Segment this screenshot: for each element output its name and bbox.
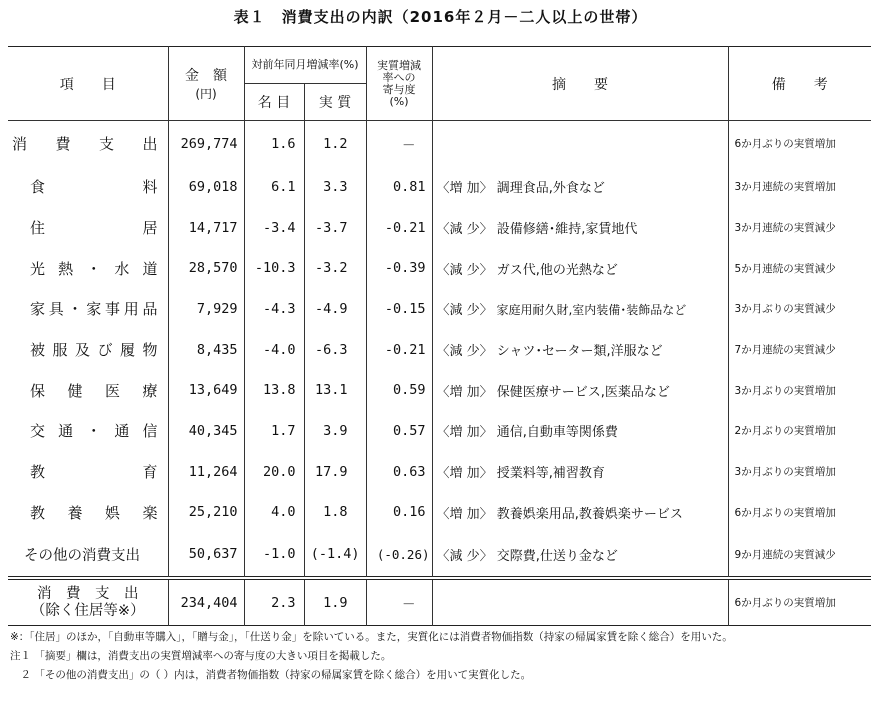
total-item-line1: 消 費 支 出	[37, 585, 139, 602]
row-kind: 〈増 加〉	[436, 466, 493, 482]
row-nominal: 1.7	[244, 411, 304, 452]
row-nominal: 13.8	[244, 370, 304, 411]
row-real: -6.3	[304, 329, 366, 370]
table-row	[8, 329, 871, 370]
row-kind: 〈減 少〉	[436, 222, 493, 238]
row-note: 7か月連続の実質減少	[734, 344, 836, 357]
row-note: 5か月連続の実質減少	[734, 262, 836, 275]
table-row	[8, 492, 871, 533]
row-item: 住居	[8, 207, 168, 248]
row-summary	[432, 370, 728, 411]
total-row	[8, 580, 871, 626]
row-nominal: -10.3	[244, 248, 304, 289]
row-item: 家具・家事用品	[8, 289, 168, 330]
row-contribution: -0.15	[366, 289, 432, 330]
row-real: 17.9	[304, 451, 366, 492]
row-contribution: 0.63	[366, 451, 432, 492]
footnote-1: 注１ 「摘要」欄は，消費支出の実質増減率への寄与度の大きい項目を掲載した。	[10, 650, 392, 662]
header-contribution	[366, 47, 432, 121]
row-kind: 〈増 加〉	[436, 384, 493, 400]
row-summary-text: 授業料等,補習教育	[496, 466, 605, 482]
table-row	[8, 370, 871, 411]
row-amount: 14,717	[168, 207, 244, 248]
row-contribution: －	[366, 121, 432, 167]
table-body	[8, 121, 871, 626]
row-kind: 〈増 加〉	[436, 506, 493, 522]
row-contribution: 0.59	[366, 370, 432, 411]
row-summary-text: シャツ･セーター類,洋服など	[496, 344, 663, 360]
total-amount: 234,404	[168, 580, 244, 626]
row-note: 6か月ぶりの実質増加	[734, 506, 836, 519]
row-item: 被服及び履物	[8, 329, 168, 370]
row-kind: 〈減 少〉	[436, 303, 493, 319]
total-real: 1.9	[304, 580, 366, 626]
row-item: 食料	[8, 167, 168, 208]
footnote-asterisk: ※：「住居」のほか，「自動車等購入」，「贈与金」，「仕送り金」を除いている。また，実質化には消費者物価指数（持家の帰属家賃を除く総合）を用いた。	[10, 631, 733, 643]
row-amount: 269,774	[168, 121, 244, 167]
row-item: 保健医療	[8, 370, 168, 411]
row-note: 3か月ぶりの実質増加	[734, 384, 836, 397]
row-amount: 28,570	[168, 248, 244, 289]
header-nominal: 名 目	[244, 84, 304, 121]
row-kind: 〈増 加〉	[436, 181, 493, 197]
table-row	[8, 411, 871, 452]
row-amount: 11,264	[168, 451, 244, 492]
row-item: その他の消費支出	[8, 533, 168, 577]
header-amount-unit: (円)	[195, 87, 217, 101]
row-contribution: 0.16	[366, 492, 432, 533]
row-note: 3か月連続の実質減少	[734, 222, 836, 235]
row-summary	[432, 533, 728, 577]
row-nominal: -4.3	[244, 289, 304, 330]
row-real: -4.9	[304, 289, 366, 330]
header-real: 実 質	[304, 84, 366, 121]
total-item-line2: （除く住居等※）	[30, 602, 145, 619]
row-real: 1.8	[304, 492, 366, 533]
row-kind: 〈減 少〉	[436, 262, 493, 278]
row-summary-text: ガス代,他の光熱など	[496, 262, 618, 278]
row-summary-text: 交際費,仕送り金など	[496, 548, 618, 564]
total-nominal: 2.3	[244, 580, 304, 626]
row-real: 3.3	[304, 167, 366, 208]
row-summary	[432, 451, 728, 492]
row-item: 交通・通信	[8, 411, 168, 452]
table-row	[8, 207, 871, 248]
row-nominal: 6.1	[244, 167, 304, 208]
footnotes	[10, 628, 875, 685]
row-real: 13.1	[304, 370, 366, 411]
row-summary	[432, 411, 728, 452]
row-summary	[432, 121, 728, 167]
row-nominal: 4.0	[244, 492, 304, 533]
table-row	[8, 248, 871, 289]
row-contribution: -0.21	[366, 207, 432, 248]
row-kind: 〈減 少〉	[436, 548, 493, 564]
row-summary-text: 調理食品,外食など	[496, 181, 605, 197]
row-nominal: -3.4	[244, 207, 304, 248]
row-item: 教養娯楽	[8, 492, 168, 533]
row-contribution: 0.81	[366, 167, 432, 208]
footnote-2: ２ 「その他の消費支出」の（ ）内は，消費者物価指数（持家の帰属家賃を除く総合）を用いて実質化した。	[10, 669, 532, 681]
row-amount: 25,210	[168, 492, 244, 533]
row-real: -3.2	[304, 248, 366, 289]
header-note: 備 考	[771, 76, 828, 93]
header-row	[8, 47, 871, 84]
row-note: 3か月ぶりの実質増加	[734, 466, 836, 479]
row-note: 3か月ぶりの実質減少	[734, 303, 836, 316]
row-note: 3か月連続の実質増加	[734, 181, 836, 194]
row-summary	[432, 167, 728, 208]
table-row	[8, 451, 871, 492]
row-summary	[432, 207, 728, 248]
row-note: 9か月連続の実質減少	[734, 548, 836, 561]
row-summary	[432, 492, 728, 533]
table-row	[8, 533, 871, 577]
header-amount-label: 金 額	[185, 68, 227, 84]
row-summary	[432, 289, 728, 330]
row-item: 消費支出	[8, 121, 168, 167]
total-summary	[432, 580, 728, 626]
row-real: -3.7	[304, 207, 366, 248]
row-summary	[432, 329, 728, 370]
row-contribution: 0.57	[366, 411, 432, 452]
header-contribution-l1: 実質増減	[377, 58, 422, 72]
row-amount: 50,637	[168, 533, 244, 577]
row-amount: 40,345	[168, 411, 244, 452]
row-contribution: -0.21	[366, 329, 432, 370]
row-real: (-1.4)	[304, 533, 366, 577]
header-contribution-l2: 率への	[382, 70, 416, 84]
table-row	[8, 121, 871, 167]
row-summary-text: 教養娯楽用品,教養娯楽サービス	[496, 506, 683, 522]
row-summary-text: 設備修繕･維持,家賃地代	[496, 222, 638, 238]
row-note: 2か月ぶりの実質増加	[734, 425, 836, 438]
table-row	[8, 167, 871, 208]
row-nominal: -1.0	[244, 533, 304, 577]
row-summary-text: 通信,自動車等関係費	[496, 425, 618, 441]
row-summary-text: 保健医療サービス,医薬品など	[496, 384, 670, 400]
row-amount: 8,435	[168, 329, 244, 370]
row-summary-text: 家庭用耐久財,室内装備･装飾品など	[496, 303, 687, 318]
header-item: 項 目	[8, 47, 168, 121]
total-item	[8, 580, 168, 626]
row-summary	[432, 248, 728, 289]
total-note: 6か月ぶりの実質増加	[734, 597, 836, 610]
row-contribution: (-0.26)	[366, 533, 432, 577]
header-summary: 摘 要	[432, 47, 728, 121]
row-nominal: 20.0	[244, 451, 304, 492]
row-kind: 〈減 少〉	[436, 344, 493, 360]
consumption-table	[8, 46, 871, 626]
row-nominal: -4.0	[244, 329, 304, 370]
row-nominal: 1.6	[244, 121, 304, 167]
row-real: 3.9	[304, 411, 366, 452]
header-yoy-rate: 対前年同月増減率(%)	[244, 47, 366, 84]
header-amount	[168, 47, 244, 121]
row-item: 光熱・水道	[8, 248, 168, 289]
row-amount: 13,649	[168, 370, 244, 411]
row-real: 1.2	[304, 121, 366, 167]
row-contribution: -0.39	[366, 248, 432, 289]
header-contribution-l3: 寄与度	[382, 82, 416, 96]
row-note: 6か月ぶりの実質増加	[734, 138, 836, 151]
table-title: 表１ 消費支出の内訳（2016年２月－二人以上の世帯）	[233, 8, 648, 26]
row-amount: 7,929	[168, 289, 244, 330]
header-contribution-l4: (%)	[389, 94, 409, 108]
row-amount: 69,018	[168, 167, 244, 208]
total-contribution: －	[366, 580, 432, 626]
row-item: 教育	[8, 451, 168, 492]
table-row	[8, 289, 871, 330]
row-kind: 〈増 加〉	[436, 425, 493, 441]
